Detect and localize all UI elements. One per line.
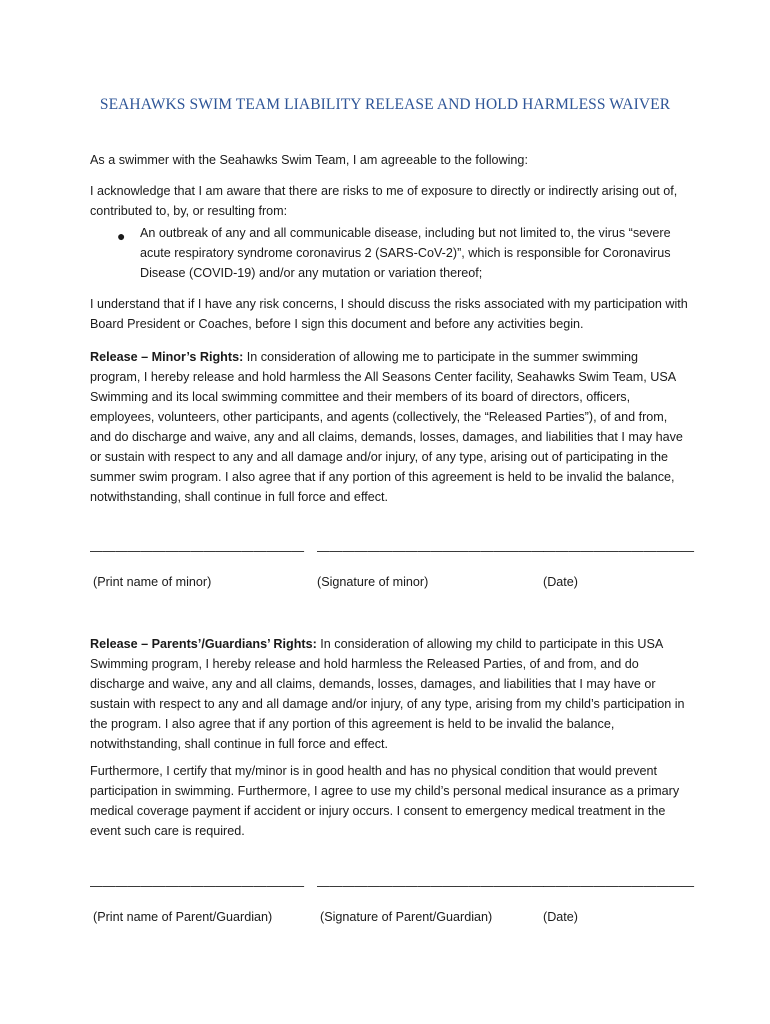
minor-release-heading: Release – Minor’s Rights: <box>90 350 244 364</box>
intro-paragraph: As a swimmer with the Seahawks Swim Team, I am agreeable to the following: <box>90 153 528 167</box>
minor-date-line[interactable]: ———————————— <box>543 544 695 558</box>
parent-name-line[interactable]: ————————————————— <box>90 879 305 893</box>
parent-name-label: (Print name of Parent/Guardian) <box>93 910 273 924</box>
minor-name-label: (Print name of minor) <box>93 575 212 589</box>
parent-signature-label: (Signature of Parent/Guardian) <box>320 910 493 924</box>
bullet-item: An outbreak of any and all communicable disease, including but not limited to, the virus “severe acute respiratory syndrome coronavirus 2 (SARS-CoV-2)”, which is responsible for Coronavirus Disease (COVID-19) and/or any mutation or variation thereof; <box>140 226 671 280</box>
parent-release-paragraph <box>90 634 688 754</box>
risk-concerns-paragraph: I understand that if I have any risk concerns, I should discuss the risks associated with my participation with Board President or Coaches, before I sign this document and before any activities begin. <box>90 297 688 331</box>
minor-date-label: (Date) <box>543 575 578 589</box>
parent-date-line[interactable]: ———————————— <box>543 879 695 893</box>
minor-signature-label: (Signature of minor) <box>317 575 429 589</box>
parent-date-label: (Date) <box>543 910 578 924</box>
document-title: SEAHAWKS SWIM TEAM LIABILITY RELEASE AND HOLD HARMLESS WAIVER <box>99 96 671 113</box>
furthermore-paragraph: Furthermore, I certify that my/minor is in good health and has no physical condition that would prevent participation in swimming. Furthermore, I agree to use my child’s personal medical insurance as a primary medical coverage payment if accident or injury occurs. I consent to emergency medical treatment in the event such care is required. <box>90 764 680 838</box>
parent-release-body: In consideration of allowing my child to participate in this USA Swimming program, I hereby release and hold harmless the Released Parties, of and from, and do discharge and waive, any and all claims, demands, losses, damages, and liabilities that I may have or sustain with respect to any and all damage and/or injury, of any type, arising from my child’s participation in the program. I also agree that if any portion of this agreement is held to be invalid the balance, notwithstanding, shall continue in full force and effect. <box>90 637 685 751</box>
parent-release-heading: Release – Parents’/Guardians’ Rights: <box>90 637 317 651</box>
bullet-icon: ● <box>117 228 126 244</box>
minor-name-line[interactable]: ————————————————— <box>90 544 305 558</box>
acknowledge-paragraph: I acknowledge that I am aware that there are risks to me of exposure to directly or indirectly arising out of, contributed to, by, or resulting from: <box>90 184 678 218</box>
parent-signature-line[interactable]: —————————————————— <box>317 879 544 893</box>
minor-signature-line[interactable]: —————————————————— <box>317 544 544 558</box>
minor-release-paragraph <box>90 347 688 507</box>
minor-release-body: In consideration of allowing me to participate in the summer swimming program, I hereby release and hold harmless the All Seasons Center facility, Seahawks Swim Team, USA Swimming and its local swimming committee and their members of its board of directors, officers, employees, volunteers, other participants, and agents (collectively, the “Released Parties”), of and from, and do discharge and waive, any and all claims, demands, losses, damages, and liabilities that I may have or sustain with respect to any and all damage and/or injury, of any type, arising out of participating in the summer swim program. I also agree that if any portion of this agreement is held to be invalid the balance, notwithstanding, shall continue in full force and effect. <box>90 350 683 504</box>
